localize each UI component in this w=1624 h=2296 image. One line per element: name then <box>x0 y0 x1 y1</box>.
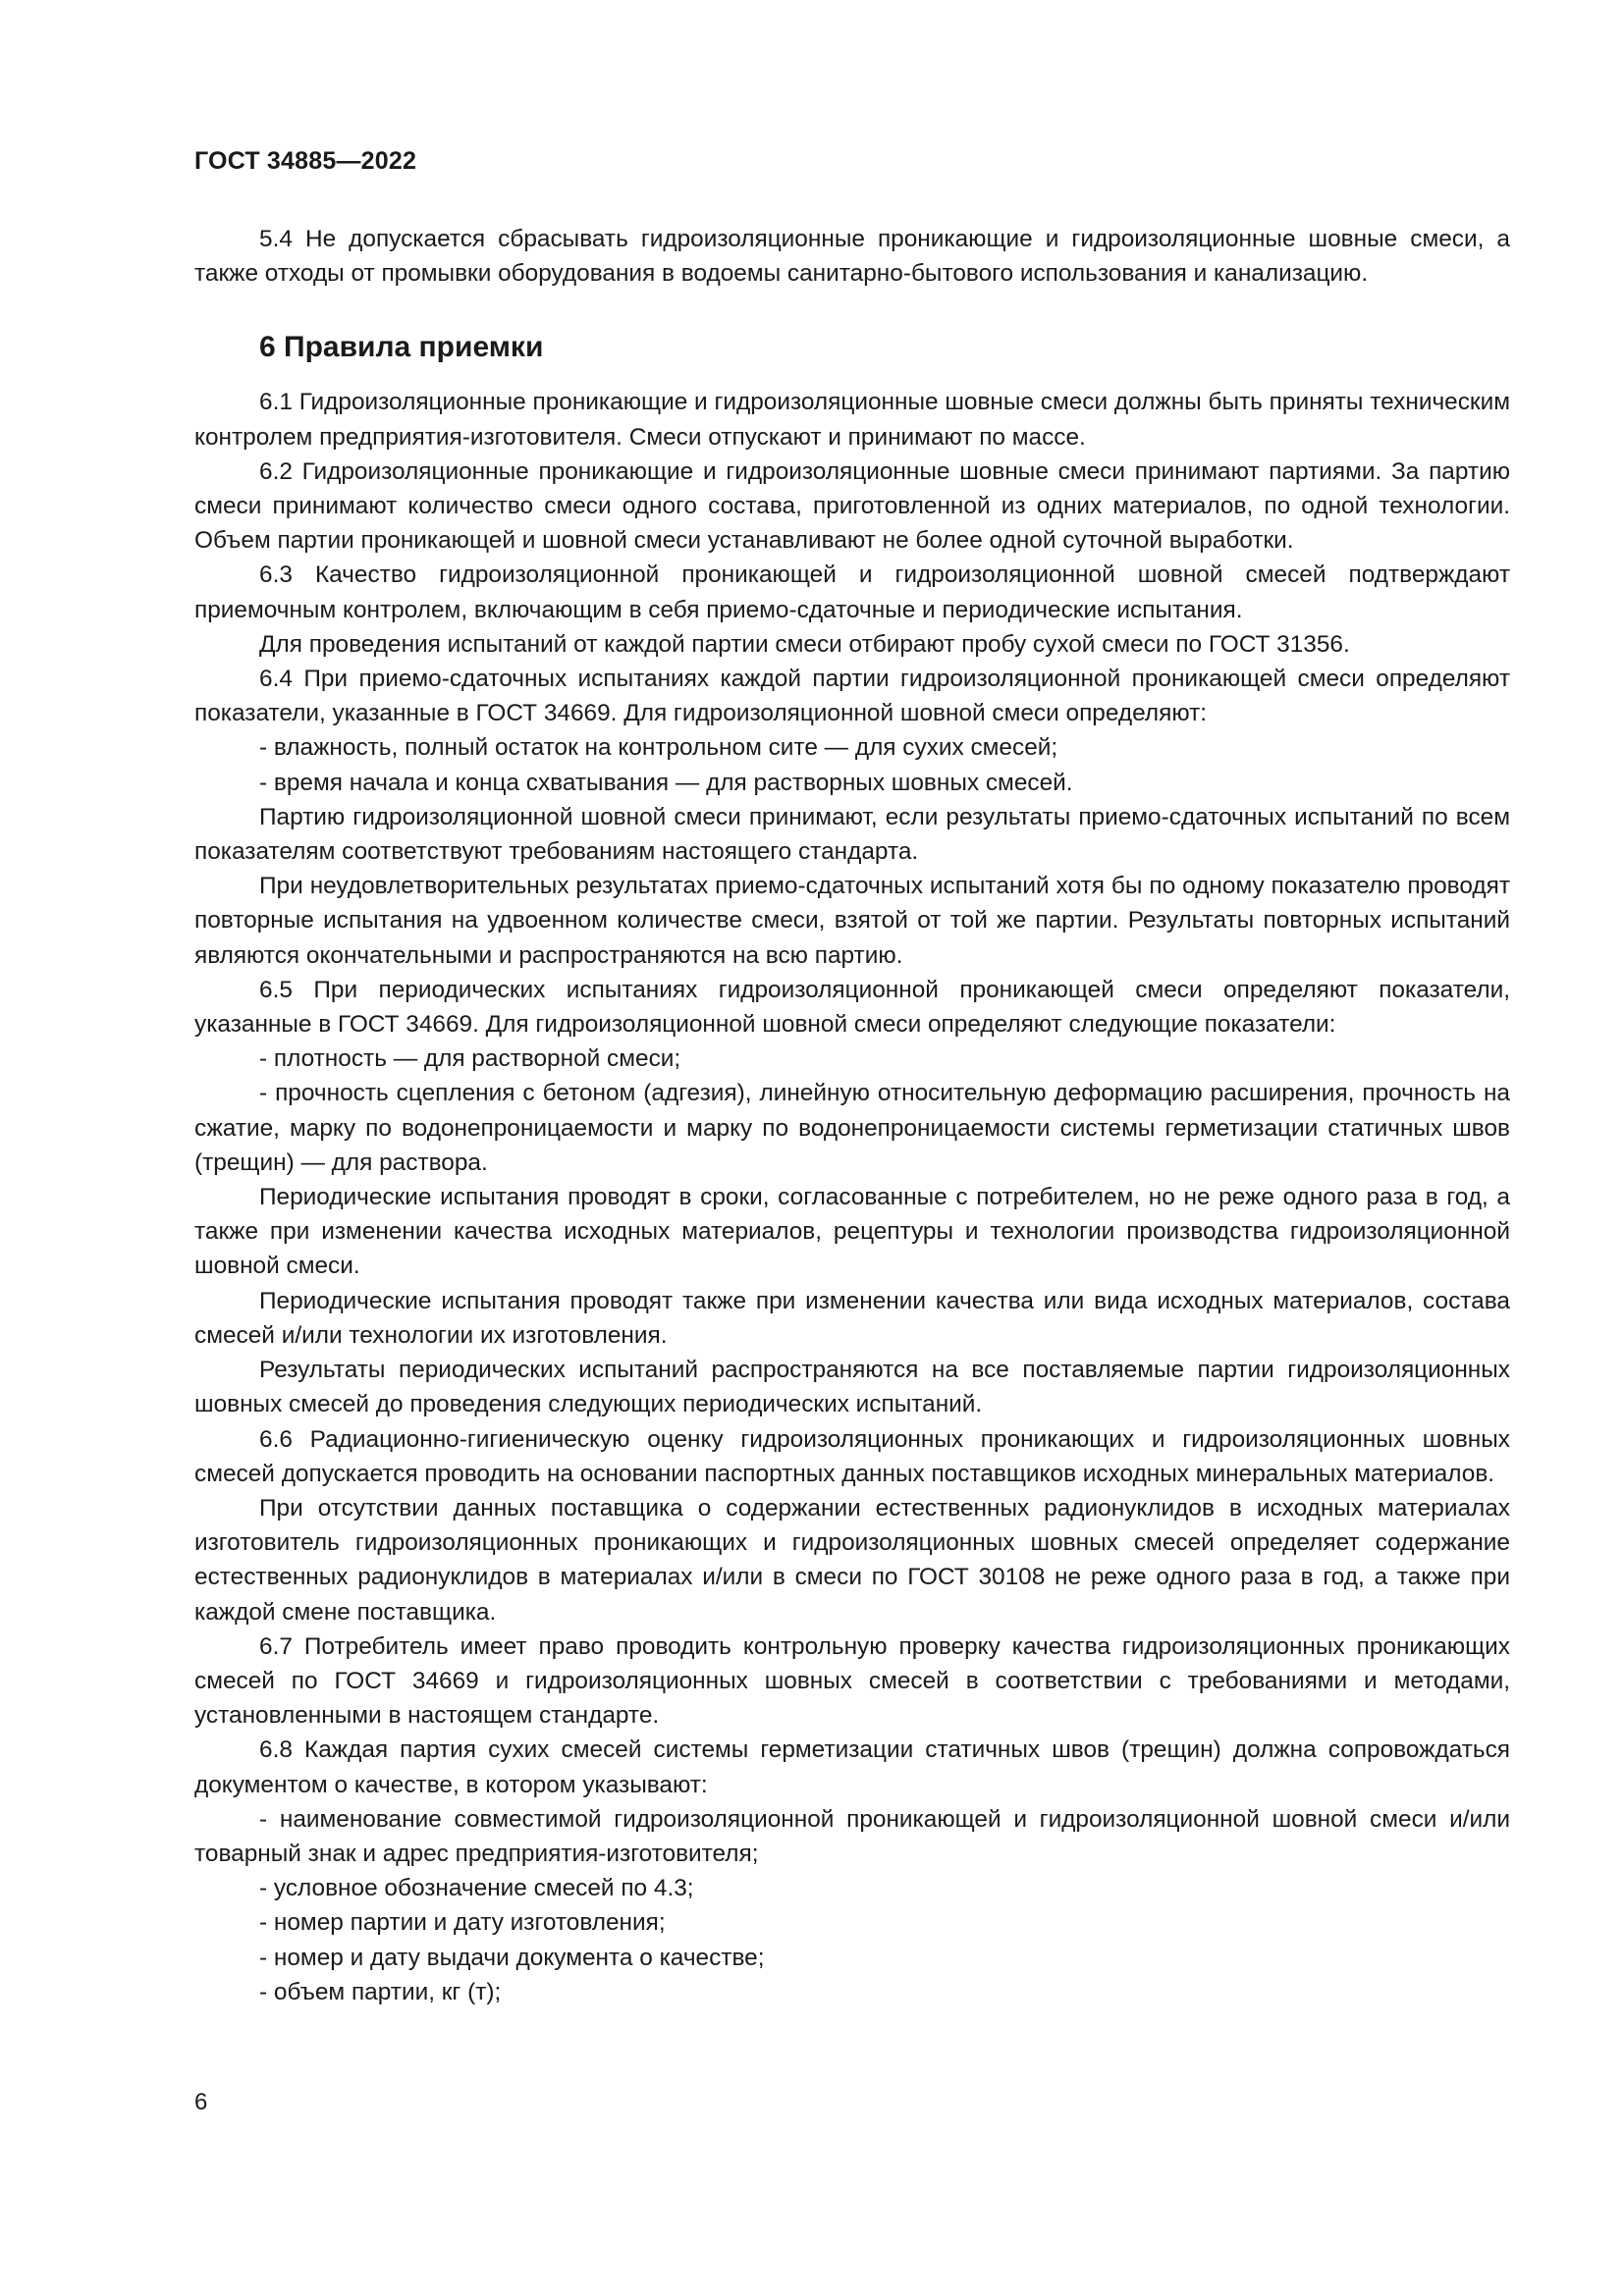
paragraph-acceptance: Партию гидроизоляционной шовной смеси принимают, если результаты приемо-сдаточных испытаний по всем показателям соответствуют требованиям настоящего стандарта. <box>194 803 1510 866</box>
list-item: - объем партии, кг (т); <box>259 1978 502 2005</box>
list-item: - прочность сцепления с бетоном (адгезия), линейную относительную деформацию расширения, прочность на сжатие, марку по водонепроницаемости и марку по водонепроницаемости системы герметизации статичных швов (трещин) — для раствора. <box>194 1080 1510 1176</box>
page-number: 6 <box>194 2089 208 2115</box>
paragraph-6-1: 6.1 Гидроизоляционные проникающие и гидроизоляционные шовные смеси должны быть приняты техническим контролем предприятия-изготовителя. Смеси отпускают и принимают по массе. <box>194 389 1510 451</box>
paragraph-retest: При неудовлетворительных результатах приемо-сдаточных испытаний хотя бы по одному показателю проводят повторные испытания на удвоенном количестве смеси, взятой от той же партии. Результаты повторных испытаний являются окончательными и распространяются на всю партию. <box>194 873 1510 969</box>
paragraph-6-3-sample: Для проведения испытаний от каждой партии смеси отбирают пробу сухой смеси по ГОСТ 31356. <box>259 630 1350 658</box>
paragraph-periodic-change: Периодические испытания проводят также при изменении качества или вида исходных материалов, состава смесей и/или технологии их изготовления. <box>194 1287 1510 1349</box>
paragraph-periodic-schedule: Периодические испытания проводят в сроки, согласованные с потребителем, но не реже одного раза в год, а также при изменении качества исходных материалов, рецептуры и технологии производства гидроизоляционной шовной смеси. <box>194 1184 1510 1280</box>
paragraph-periodic-results: Результаты периодических испытаний распространяются на все поставляемые партии гидроизоляционных шовных смесей до проведения следующих периодических испытаний. <box>194 1357 1510 1418</box>
paragraph-5-4: 5.4 Не допускается сбрасывать гидроизоляционные проникающие и гидроизоляционные шовные смеси, а также отходы от промывки оборудования в водоемы санитарно-бытового использования и канализацию. <box>194 226 1510 288</box>
paragraph-6-7: 6.7 Потребитель имеет право проводить контрольную проверку качества гидроизоляционных проникающих смесей по ГОСТ 34669 и гидроизоляционных шовных смесей в соответствии с требованиями и методами, установленными в настоящем стандарте. <box>194 1632 1510 1730</box>
list-item: - номер и дату выдачи документа о качестве; <box>259 1944 765 1971</box>
paragraph-radionuclides: При отсутствии данных поставщика о содержании естественных радионуклидов в исходных материалах изготовитель гидроизоляционных проникающих и гидроизоляционных шовных смесей определяет содержание естественных радионуклидов в материалах и/или в смеси по ГОСТ 30108 не реже одного раза в год, а также при каждой смене поставщика. <box>194 1494 1510 1626</box>
paragraph-6-5: 6.5 При периодических испытаниях гидроизоляционной проникающей смеси определяют показатели, указанные в ГОСТ 34669. Для гидроизоляционной шовной смеси определяют следующие показатели: <box>194 976 1510 1039</box>
paragraph-6-3: 6.3 Качество гидроизоляционной проникающей и гидроизоляционной шовной смесей подтверждают приемочным контролем, включающим в себя приемо-сдаточные и периодические испытания. <box>194 561 1510 623</box>
paragraph-6-8: 6.8 Каждая партия сухих смесей системы герметизации статичных швов (трещин) должна сопровождаться документом о качестве, в котором указывают: <box>194 1736 1510 1798</box>
list-item: - влажность, полный остаток на контрольном сите — для сухих смесей; <box>259 734 1058 762</box>
section-title: 6 Правила приемки <box>259 331 544 364</box>
list-item: - условное обозначение смесей по 4.3; <box>259 1875 694 1902</box>
paragraph-6-4: 6.4 При приемо-сдаточных испытаниях каждой партии гидроизоляционной проникающей смеси определяют показатели, указанные в ГОСТ 34669. Для гидроизоляционной шовной смеси определяют: <box>194 666 1510 727</box>
list-item: - номер партии и дату изготовления; <box>259 1909 666 1937</box>
list-item: - время начала и конца схватывания — для растворных шовных смесей. <box>259 769 1073 796</box>
list-item: - плотность — для растворной смеси; <box>259 1045 681 1073</box>
document-body <box>194 222 1510 2009</box>
list-item: - наименование совместимой гидроизоляционной проникающей и гидроизоляционной шовной смеси и/или товарный знак и адрес предприятия-изготовителя; <box>194 1805 1510 1867</box>
paragraph-6-2: 6.2 Гидроизоляционные проникающие и гидроизоляционные шовные смеси принимают партиями. За партию смеси принимают количество смеси одного состава, приготовленной из одних материалов, по одной технологии. Объем партии проникающей и шовной смеси устанавливают не более одной суточной выработки. <box>194 457 1510 555</box>
document-code-header: ГОСТ 34885—2022 <box>194 147 417 175</box>
paragraph-6-6: 6.6 Радиационно-гигиеническую оценку гидроизоляционных проникающих и гидроизоляционных шовных смесей допускается проводить на основании паспортных данных поставщиков исходных минеральных материалов. <box>194 1425 1510 1487</box>
